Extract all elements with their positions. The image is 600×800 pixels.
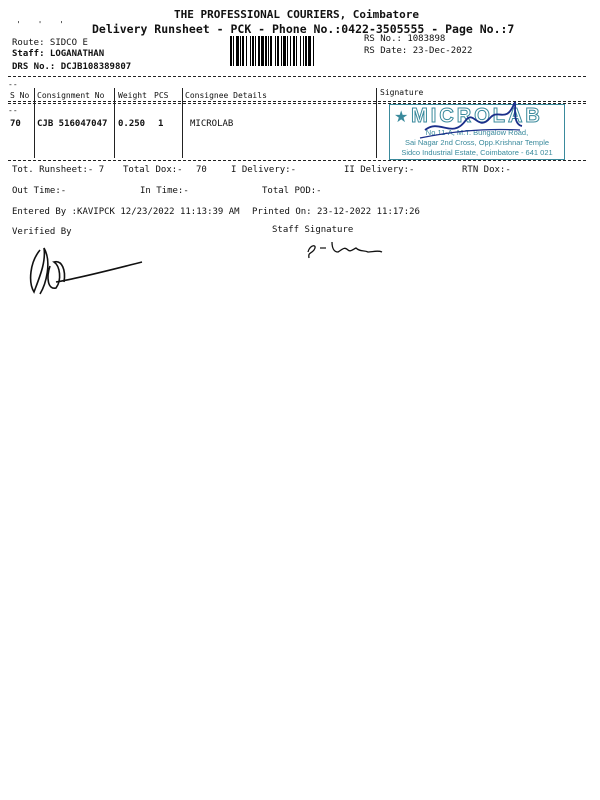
header-marks: ' ' ' [16, 20, 71, 29]
col-header-sno: S No [10, 91, 30, 100]
stamp-address-2: Sai Nagar 2nd Cross, Opp.Krishnar Temple [404, 138, 550, 147]
rs-date: RS Date: 23-Dec-2022 [364, 46, 473, 56]
rule-marks: -- [8, 80, 18, 89]
in-time: In Time:- [140, 186, 189, 196]
col-header-consignee: Consignee Details [185, 91, 267, 100]
row-weight: 0.250 [118, 119, 146, 129]
row-sno: 70 [10, 119, 21, 129]
total-runsheet: Tot. Runsheet:- 7 [12, 165, 105, 175]
total-dox-value: 70 [196, 165, 207, 175]
ii-delivery: II Delivery:- [344, 165, 415, 175]
col-header-weight: Weight [118, 91, 147, 100]
star-icon: ★ [394, 107, 409, 126]
stamp-logo: MICROLAB [411, 105, 543, 127]
staff-label: Staff: LOGANATHAN [12, 49, 105, 59]
printed-on: Printed On: 23-12-2022 11:17:26 [252, 207, 420, 217]
i-delivery: I Delivery:- [231, 165, 297, 175]
row-consignee: MICROLAB [190, 119, 234, 129]
total-dox-label: Total Dox:- [123, 165, 183, 175]
col-header-consignment: Consignment No [37, 91, 105, 100]
row-pcs: 1 [158, 119, 164, 129]
company-title: THE PROFESSIONAL COURIERS, Coimbatore [174, 8, 420, 21]
stamp-address-1: No.11-A, M.T. Bungalow Road, [425, 128, 529, 137]
rtn-dox: RTN Dox:- [462, 165, 511, 175]
col-header-pcs: PCS [154, 91, 169, 100]
drs-number: DRS No.: DCJB108389807 [12, 62, 132, 72]
rule-marks-2: -- [8, 106, 18, 115]
entered-by: Entered By :KAVIPCK 12/23/2022 11:13:39 AM [12, 207, 240, 217]
out-time: Out Time:- [12, 186, 67, 196]
stamp-address-3: Sidco Industrial Estate, Coimbatore - 641 021 [401, 148, 553, 157]
row-consignment-no: CJB 516047047 [37, 119, 108, 129]
runsheet-subtitle: Delivery Runsheet - PCK - Phone No.:0422-3505555 - Page No.:7 [92, 22, 515, 36]
verified-by-label: Verified By [12, 227, 72, 237]
route-label: Route: SIDCO E [12, 38, 88, 48]
staff-signature-label: Staff Signature [272, 225, 354, 235]
total-pod: Total POD:- [262, 186, 322, 196]
rs-number: RS No.: 1083898 [364, 34, 446, 44]
col-header-signature: Signature [380, 88, 424, 97]
